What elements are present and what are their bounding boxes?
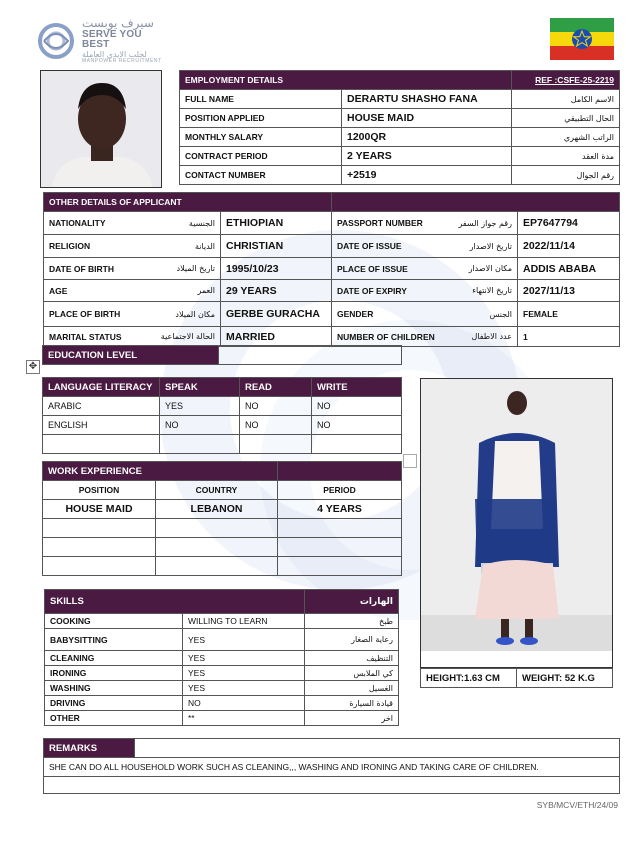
write-value: NO [312,416,402,435]
work-experience-table [42,461,402,576]
table-row [180,90,620,109]
logo-arabic-subtext: لجلب الايدي العاملة [82,49,147,59]
applicant-full-body-photo [420,378,613,668]
table-move-handle-icon[interactable]: ✥ [26,360,40,374]
skill-value: YES [183,681,305,696]
field-label-cell [44,280,221,302]
read-value: NO [240,416,312,435]
field-label-arabic: تاريخ الميلاد [176,264,215,273]
field-label-cell [332,235,518,258]
skills-header: SKILLS [45,590,305,614]
table-row [45,614,399,629]
other-details-table [43,192,620,347]
table-row [180,166,620,185]
field-label-cell [332,280,518,302]
field-label-arabic: مدة العقد [512,147,620,166]
position-column-header: POSITION [43,481,156,500]
remarks-text: SHE CAN DO ALL HOUSEHOLD WORK SUCH AS CLEANING,,, WASHING AND IRONING AND TAKING CARE OF CHILDREN. [44,758,620,777]
table-row [43,519,402,538]
skills-table [44,589,399,726]
work-experience-header: WORK EXPERIENCE [43,462,278,481]
field-value: 29 YEARS [221,280,332,302]
speak-header: SPEAK [160,378,240,397]
ethiopia-flag-icon [550,18,614,60]
education-label: EDUCATION LEVEL [43,346,219,365]
field-label-arabic: مكان الاصدار [468,264,512,273]
field-value: 2027/11/13 [518,280,620,302]
skill-label: BABYSITTING [45,629,183,651]
field-value: GERBE GURACHA [221,302,332,327]
table-row [45,696,399,711]
speak-value: NO [160,416,240,435]
field-label-cell [332,212,518,235]
field-label-arabic: الاسم الكامل [512,90,620,109]
field-label-arabic: رقم جواز السفر [458,218,512,228]
field-label: CONTACT NUMBER [180,166,342,185]
field-label-arabic: الحالة الاجتماعية [160,332,215,341]
work-period [278,538,402,557]
work-country: LEBANON [156,500,278,519]
work-period [278,519,402,538]
field-label-cell [44,302,221,327]
work-country [156,519,278,538]
field-label: DATE OF ISSUE [337,241,402,251]
other-details-header-fill [332,193,620,212]
field-label-arabic: الراتب الشهري [512,128,620,147]
contract-value: 2 YEARS [342,147,512,166]
contact-value: +2519 [342,166,512,185]
skill-label: WASHING [45,681,183,696]
language-name: ARABIC [43,397,160,416]
field-label: POSITION APPLIED [180,109,342,128]
reference-number: REF :CSFE-25-2219 [512,71,620,90]
table-row [44,212,620,235]
skill-value: YES [183,629,305,651]
field-label: MARITAL STATUS [49,331,122,342]
weight-value: WEIGHT: 52 K.G [517,669,613,688]
speak-value [160,435,240,454]
field-label-cell [332,327,518,347]
skill-label: OTHER [45,711,183,726]
field-value: EP7647794 [518,212,620,235]
read-value [240,435,312,454]
table-row [45,651,399,666]
employment-details-table [179,70,620,185]
field-label: AGE [49,285,68,296]
table-row [43,416,402,435]
field-label-arabic: العمر [197,286,215,295]
write-value [312,435,402,454]
write-header: WRITE [312,378,402,397]
work-period [278,557,402,576]
full-name-value: DERARTU SHASHO FANA [342,90,512,109]
field-label-arabic: الجنس [489,309,512,319]
field-label: FULL NAME [180,90,342,109]
table-row [43,500,402,519]
field-label-cell [44,212,221,235]
employment-header: EMPLOYMENT DETAILS [180,71,512,90]
table-row [180,109,620,128]
table-row [44,280,620,302]
field-value: ETHIOPIAN [221,212,332,235]
field-label-arabic: الحال التطبيقي [512,109,620,128]
field-label-cell [332,258,518,280]
field-label: CONTRACT PERIOD [180,147,342,166]
field-label: NUMBER OF CHILDREN [337,331,435,342]
skills-header-arabic: الهارات [305,590,399,614]
remarks-header-fill [135,739,620,758]
field-label: GENDER [337,309,374,319]
language-header: LANGUAGE LITERACY [43,378,160,397]
field-value: ADDIS ABABA [518,258,620,280]
skill-value: ** [183,711,305,726]
work-position: HOUSE MAID [43,500,156,519]
remarks-header: REMARKS [44,739,135,758]
skill-label-arabic: الغسيل [305,681,399,696]
field-value: CHRISTIAN [221,235,332,258]
field-label-arabic: الديانة [194,241,215,251]
measurements-table [420,668,613,688]
logo-arabic-text: سيرف يوبست [82,16,154,31]
skill-label-arabic: رعاية الصغار [305,629,399,651]
remarks-empty-row [44,777,620,794]
field-label-cell [332,302,518,327]
field-label-arabic: تاريخ الاصدار [469,241,512,251]
height-value: HEIGHT:1.63 CM [421,669,517,688]
skill-label: IRONING [45,666,183,681]
table-resize-handle[interactable] [403,454,417,468]
skill-value: YES [183,651,305,666]
skill-label-arabic: كي الملابس [305,666,399,681]
field-label-cell [44,258,221,280]
remarks-table [43,738,620,794]
period-column-header: PERIOD [278,481,402,500]
write-value: NO [312,397,402,416]
field-label: MONTHLY SALARY [180,128,342,147]
read-header: READ [240,378,312,397]
field-label: DATE OF EXPIRY [337,285,407,296]
skill-label: DRIVING [45,696,183,711]
field-label: RELIGION [49,241,91,251]
logo-english-text: SERVE YOU BEST [82,28,142,51]
salary-value: 1200QR [342,128,512,147]
table-row [45,681,399,696]
table-row [43,435,402,454]
table-row [43,557,402,576]
table-row [43,538,402,557]
work-country [156,557,278,576]
document-code: SYB/MCV/ETH/24/09 [536,800,618,810]
table-row [180,128,620,147]
work-position [43,538,156,557]
field-value: MARRIED [221,327,332,347]
position-value: HOUSE MAID [342,109,512,128]
skill-value: YES [183,666,305,681]
field-label-cell [44,327,221,347]
table-row [44,258,620,280]
education-table [42,345,402,365]
other-details-header: OTHER DETAILS OF APPLICANT [44,193,332,212]
field-label-arabic: رقم الجوال [512,166,620,185]
table-row [45,629,399,651]
speak-value: YES [160,397,240,416]
field-label-cell [44,235,221,258]
table-row [45,711,399,726]
country-column-header: COUNTRY [156,481,278,500]
field-label: DATE OF BIRTH [49,263,115,274]
language-name [43,435,160,454]
skill-label-arabic: اخر [305,711,399,726]
skill-value: NO [183,696,305,711]
field-label-arabic: عدد الاطفال [471,332,512,341]
field-label-arabic: مكان الميلاد [175,309,215,319]
field-label: PLACE OF BIRTH [49,309,121,319]
logo-subtitle: MANPOWER RECRUITMENT [82,58,162,65]
table-row [43,397,402,416]
table-row [45,666,399,681]
work-experience-header-fill [278,462,402,481]
field-value: 1995/10/23 [221,258,332,280]
field-label: NATIONALITY [49,218,106,228]
work-period: 4 YEARS [278,500,402,519]
field-value: 2022/11/14 [518,235,620,258]
field-label-arabic: الجنسية [188,218,215,228]
field-label: PASSPORT NUMBER [337,218,423,228]
education-value [219,346,402,365]
field-label: PLACE OF ISSUE [337,263,408,274]
table-row [44,302,620,327]
field-value: 1 [518,327,620,347]
work-country [156,538,278,557]
applicant-passport-photo [40,70,162,188]
table-row [180,147,620,166]
skill-label-arabic: قيادة السيارة [305,696,399,711]
table-row [44,327,620,347]
skill-label-arabic: التنظيف [305,651,399,666]
language-table [42,377,402,454]
work-position [43,557,156,576]
read-value: NO [240,397,312,416]
skill-label-arabic: طبخ [305,614,399,629]
field-label-arabic: تاريخ الانتهاء [472,286,512,295]
language-name: ENGLISH [43,416,160,435]
skill-label: CLEANING [45,651,183,666]
field-value: FEMALE [518,302,620,327]
company-logo [36,18,166,64]
logo-emblem-icon [36,21,76,61]
table-row [44,235,620,258]
skill-value: WILLING TO LEARN [183,614,305,629]
work-position [43,519,156,538]
skill-label: COOKING [45,614,183,629]
